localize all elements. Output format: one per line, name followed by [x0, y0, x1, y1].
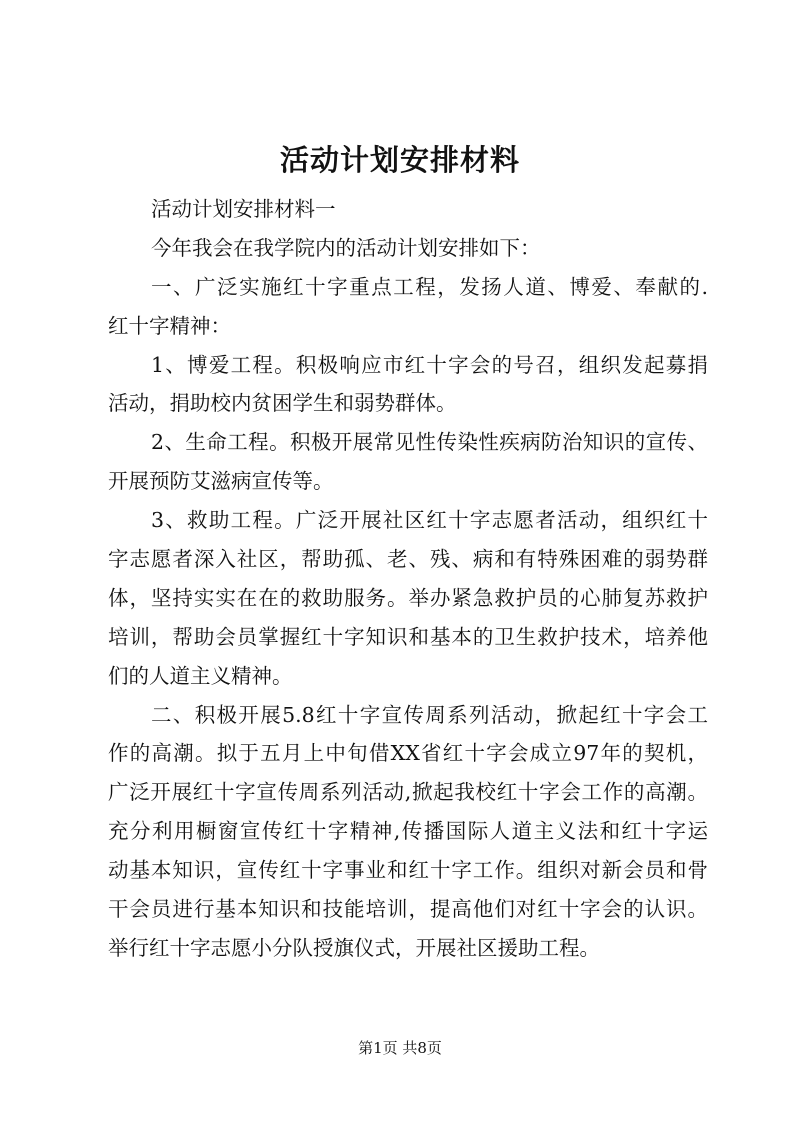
- paragraph-line: 红十字精神：: [108, 313, 231, 338]
- paragraph-line: 一、广泛实施红十字重点工程，发扬人道、博爱、奉献的.: [151, 274, 708, 299]
- paragraph-line: 充分利用橱窗宣传红十字精神,传播国际人道主义法和红十字运: [108, 819, 708, 844]
- paragraph-line: 开展预防艾滋病宣传等。: [108, 469, 334, 494]
- paragraph-line: 今年我会在我学院内的活动计划安排如下：: [151, 235, 541, 260]
- paragraph-line: 字志愿者深入社区，帮助孤、老、残、病和有特殊困难的弱势群: [108, 547, 708, 572]
- page-number-footer: 第1页 共8页: [358, 1039, 442, 1057]
- paragraph-line: 培训，帮助会员掌握红十字知识和基本的卫生救护技术，培养他: [108, 624, 708, 649]
- paragraph-line: 作的高潮。拟于五月上中旬借XX省红十字会成立97年的契机，: [108, 741, 708, 766]
- paragraph-line: 2、生命工程。积极开展常见性传染性疾病防治知识的宣传、: [151, 430, 708, 455]
- paragraph-line: 举行红十字志愿小分队授旗仪式，开展社区援助工程。: [108, 935, 600, 960]
- document-body: [108, 190, 708, 968]
- paragraph-line: 动基本知识，宣传红十字事业和红十字工作。组织对新会员和骨: [108, 858, 708, 883]
- paragraph-line: 3、救助工程。广泛开展社区红十字志愿者活动，组织红十: [151, 508, 708, 533]
- paragraph-line: 干会员进行基本知识和技能培训，提高他们对红十字会的认识。: [108, 897, 708, 922]
- paragraph-line: 体，坚持实实在在的救助服务。举办紧急救护员的心肺复苏救护: [108, 585, 708, 610]
- paragraph-line: 们的人道主义精神。: [108, 663, 293, 688]
- paragraph-line: 广泛开展红十字宣传周系列活动,掀起我校红十字会工作的高潮。: [108, 780, 708, 805]
- document-title: 活动计划安排材料: [279, 143, 520, 177]
- paragraph-line: 活动计划安排材料一: [151, 197, 336, 221]
- paragraph-line: 二、积极开展5.8红十字宣传周系列活动，掀起红十字会工: [151, 702, 708, 727]
- paragraph-line: 活动，捐助校内贫困学生和弱势群体。: [108, 391, 457, 416]
- paragraph-line: 1、博爱工程。积极响应市红十字会的号召，组织发起募捐: [151, 352, 708, 377]
